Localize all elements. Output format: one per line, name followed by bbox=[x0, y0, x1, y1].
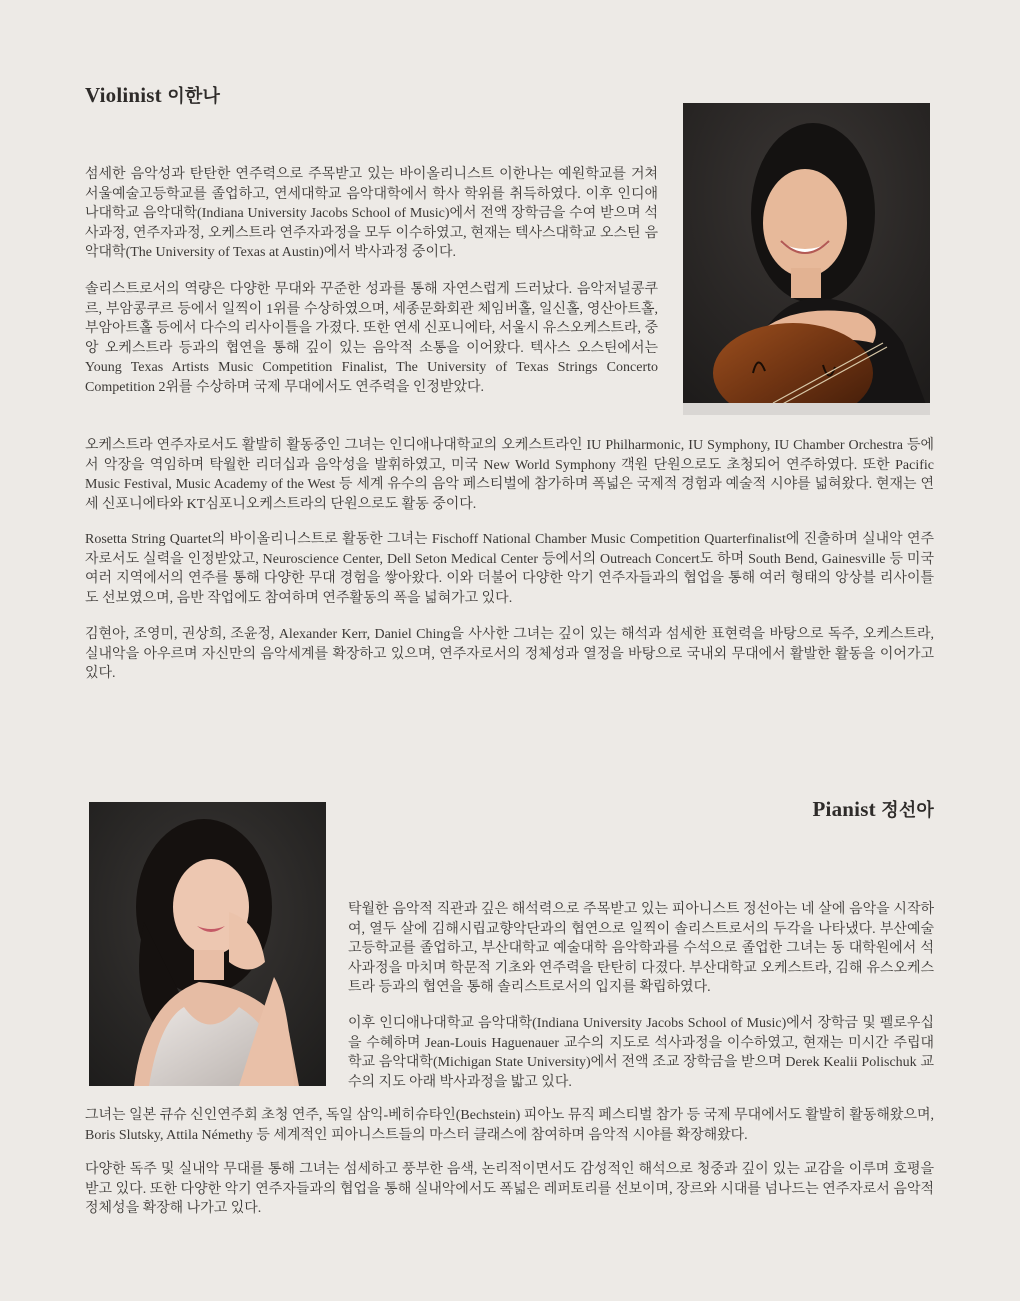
pianist-title-ko: 정선아 bbox=[881, 800, 934, 821]
violinist-title-ko: 이한나 bbox=[167, 86, 221, 107]
violinist-paragraph: 오케스트라 연주자로서도 활발히 활동중인 그녀는 인디애나대학교의 오케스트라인 IU Philharmonic, IU Symphony, IU Chamber Orchestra 등에서 악장을 역임하며 탁월한 리더십과 음악성을 발휘하였고, 미국 New World Symphony 객원 단원으로도 초청되어 연주하였다. 또한 Pacific Music Festival, Music Academy of the West 등 세계 유수의 음악 페스티벌에 참가하며 폭넓은 국제적 경험과 예술적 시야를 넓혀왔다. 현재는 연세 신포니에타와 KT심포니오케스트라의 단원으로도 활동 중이다. bbox=[85, 438, 934, 512]
pianist-paragraph: 다양한 독주 및 실내악 무대를 통해 그녀는 섬세하고 풍부한 음색, 논리적이면서도 감성적인 해석으로 청중과 깊이 있는 교감을 이루며 호평을 받고 있다. 또한 다양한 악기 연주자들과의 협업을 통해 실내악에서도 폭넓은 레퍼토리를 선보이며, 장르와 시대를 넘나드는 연주자로서 음악적 정체성을 확장해 나가고 있다. bbox=[85, 1162, 934, 1217]
violinist-title-en: Violinist bbox=[85, 83, 162, 107]
violinist-paragraph: 솔리스트로서의 역량은 다양한 무대와 꾸준한 성과를 통해 자연스럽게 드러났다. 음악저널콩쿠르, 부암콩쿠르 등에서 일찍이 1위를 수상하였으며, 세종문화회관 체임버홀, 일신홀, 영산아트홀, 부암아트홀 등에서 다수의 리사이틀을 가졌다. 또한 연세 신포니에타, 서울시 유스오케스트라, 중앙 오케스트라 등과의 협연을 통해 깊이 있는 음악적 소통을 이어왔다. 텍사스 오스틴에서는 Young Texas Artists Music Competition Finalist, The University of Texas Strings Concerto Competition 2위를 수상하며 국제 무대에서도 연주력을 인정받았다. bbox=[85, 282, 658, 395]
pianist-photo bbox=[89, 802, 326, 1086]
violinist-heading bbox=[85, 82, 220, 108]
violinist-paragraph: Rosetta String Quartet의 바이올리니스트로 활동한 그녀는 Fischoff National Chamber Music Competition Quarterfinalist에 진출하며 실내악 연주자로서도 실력을 인정받았고, Neuroscience Center, Dell Seton Medical Center 등에서의 Outreach Concert도 하며 South Bend, Gainesville 등 미국 여러 지역에서의 연주를 통해 다양한 무대 경험을 쌓아왔다. 이와 더불어 다양한 악기 연주자들과의 협업을 통해 여러 형태의 앙상블 리사이틀도 선보였으며, 음반 작업에도 참여하며 연주활동의 폭을 넓혀가고 있다. bbox=[85, 532, 934, 606]
violinist-photo bbox=[683, 103, 930, 415]
pianist-paragraph: 그녀는 일본 큐슈 신인연주회 초청 연주, 독일 삼익-베히슈타인(Bechstein) 피아노 뮤직 페스티벌 참가 등 국제 무대에서도 활발히 활동해왔으며, Boris Slutsky, Attila Némethy 등 세계적인 피아니스트들의 마스터 클래스에 참여하며 음악적 시야를 확장해왔다. bbox=[85, 1108, 934, 1143]
pianist-heading bbox=[813, 796, 934, 822]
pianist-paragraph: 이후 인디애나대학교 음악대학(Indiana University Jacobs School of Music)에서 장학금 및 펠로우십을 수혜하며 Jean-Louis Haguenauer 교수의 지도로 석사과정을 이수하였고, 현재는 미시간 주립대학교 음악대학(Michigan State University)에서 전액 조교 장학금을 받으며 Derek Kealii Polischuk 교수의 지도 아래 박사과정을 밟고 있다. bbox=[348, 1016, 934, 1090]
pianist-title-en: Pianist bbox=[812, 797, 876, 821]
violinist-paragraph: 김현아, 조영미, 권상희, 조윤정, Alexander Kerr, Daniel Ching을 사사한 그녀는 깊이 있는 해석과 섬세한 표현력을 바탕으로 독주, 오케스트라, 실내악을 아우르며 자신만의 음악세계를 확장하고 있으며, 연주자로서의 정체성과 열정을 바탕으로 국내외 무대에서 활발한 활동을 이어가고 있다. bbox=[85, 627, 934, 682]
pianist-paragraph: 탁월한 음악적 직관과 깊은 해석력으로 주목받고 있는 피아니스트 정선아는 네 살에 음악을 시작하여, 열두 살에 김해시립교향악단과의 협연으로 일찍이 솔리스트로서의 두각을 나타냈다. 부산예술고등학교를 졸업하고, 부산대학교 예술대학 음악학과를 수석으로 졸업한 그녀는 동 대학원에서 석사과정을 마치며 학문적 기초와 연주력을 탄탄히 다졌다. 부산대학교 오케스트라, 김해 유스오케스트라 등과의 협연을 통해 솔리스트로서의 입지를 확립하였다. bbox=[348, 902, 934, 996]
violinist-paragraph: 섬세한 음악성과 탄탄한 연주력으로 주목받고 있는 바이올리니스트 이한나는 예원학교를 거쳐 서울예술고등학교를 졸업하고, 연세대학교 음악대학에서 학사 학위를 취득하였다. 이후 인디애나대학교 음악대학(Indiana University Jacobs School of Music)에서 전액 장학금을 수여 받으며 석사과정, 연주자과정, 오케스트라 연주자과정을 모두 이수하였고, 현재는 텍사스대학교 오스틴 음악대학(The University of Texas at Austin)에서 박사과정 중이다. bbox=[85, 167, 658, 261]
